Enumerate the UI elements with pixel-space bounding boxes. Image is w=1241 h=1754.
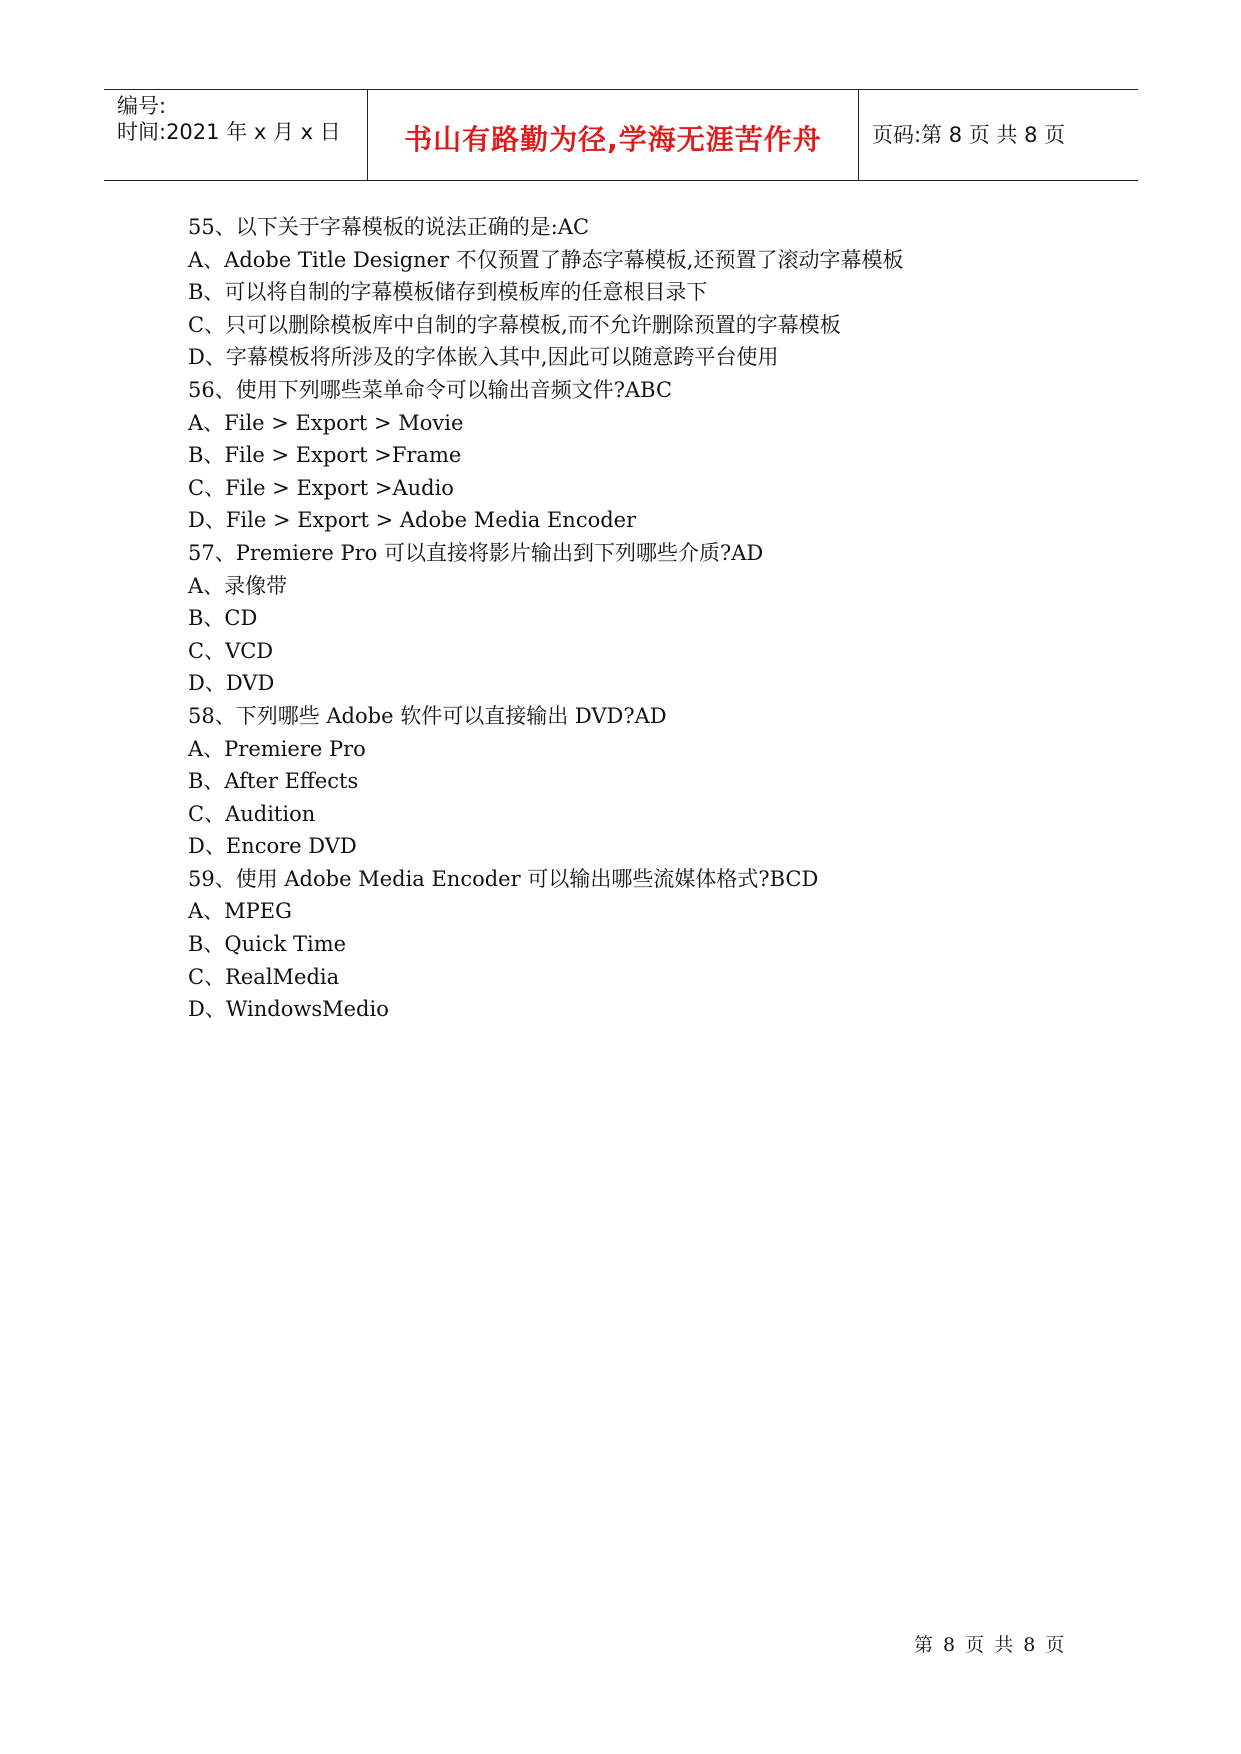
page-header (104, 89, 1138, 181)
question-list (188, 211, 1088, 1026)
option-57-c: C、VCD (188, 638, 274, 663)
option-58-c: C、Audition (188, 801, 316, 826)
option-55-b: B、可以将自制的字幕模板储存到模板库的任意根目录下 (188, 280, 708, 305)
option-55-d: D、字幕模板将所涉及的字体嵌入其中,因此可以随意跨平台使用 (188, 345, 779, 370)
question-55: 55、以下关于字幕模板的说法正确的是:AC (188, 215, 590, 239)
option-58-a: A、Premiere Pro (188, 736, 366, 761)
option-56-d: D、File > Export > Adobe Media Encoder (188, 508, 637, 533)
option-59-c: C、RealMedia (188, 964, 340, 989)
header-info-cell (104, 90, 368, 180)
option-58-d: D、Encore DVD (188, 834, 357, 859)
option-55-a: A、Adobe Title Designer 不仅预置了静态字幕模板,还预置了滚动字幕模板 (188, 247, 904, 272)
header-motto: 书山有路勤为径,学海无涯苦作舟 (404, 123, 822, 156)
page-footer: 第 8 页 共 8 页 (914, 1634, 1067, 1656)
document-time-label: 时间:2021 年 x 月 x 日 (117, 120, 341, 144)
header-page-code: 页码:第 8 页 共 8 页 (872, 123, 1066, 147)
question-59: 59、使用 Adobe Media Encoder 可以输出哪些流媒体格式?BCD (188, 866, 819, 891)
option-59-d: D、WindowsMedio (188, 997, 389, 1022)
option-57-b: B、CD (188, 606, 258, 631)
document-number-label: 编号: (117, 94, 167, 118)
option-57-a: A、录像带 (188, 573, 288, 598)
option-56-a: A、File > Export > Movie (188, 410, 464, 435)
question-58: 58、下列哪些 Adobe 软件可以直接输出 DVD?AD (188, 703, 667, 728)
option-58-b: B、After Effects (188, 769, 359, 794)
option-56-c: C、File > Export >Audio (188, 475, 454, 500)
header-motto-cell (368, 90, 859, 180)
question-56: 56、使用下列哪些菜单命令可以输出音频文件?ABC (188, 377, 673, 402)
header-page-cell (859, 90, 1138, 180)
option-59-a: A、MPEG (188, 899, 292, 924)
option-57-d: D、DVD (188, 671, 275, 696)
question-57: 57、Premiere Pro 可以直接将影片输出到下列哪些介质?AD (188, 540, 764, 565)
option-59-b: B、Quick Time (188, 932, 347, 957)
option-55-c: C、只可以删除模板库中自制的字幕模板,而不允许删除预置的字幕模板 (188, 312, 841, 337)
option-56-b: B、File > Export >Frame (188, 443, 462, 468)
